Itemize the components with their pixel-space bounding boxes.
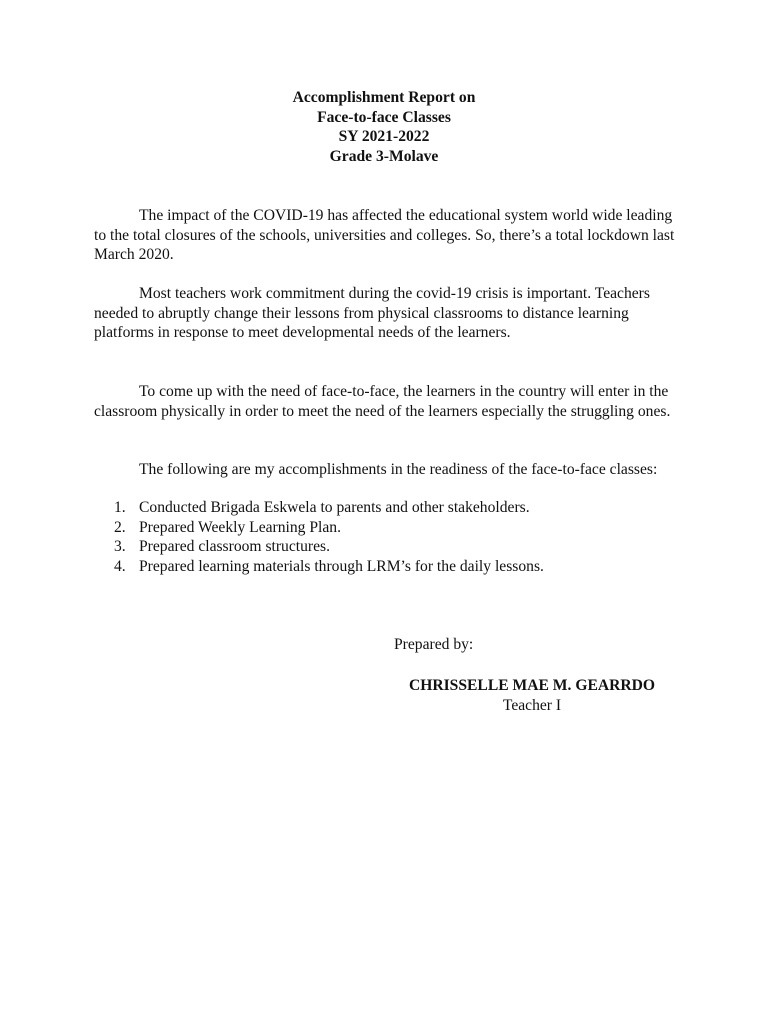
title-line-1: Accomplishment Report on bbox=[292, 89, 476, 106]
signatory-name: CHRISSELLE MAE M. GEARRDO bbox=[408, 677, 656, 694]
accomplishments-list bbox=[94, 498, 694, 576]
list-item-text: Conducted Brigada Eskwela to parents and other stakeholders. bbox=[139, 499, 530, 516]
list-item-number: 3. bbox=[114, 538, 126, 555]
signatory-block bbox=[390, 676, 674, 715]
list-item-number: 1. bbox=[114, 499, 126, 516]
list-item bbox=[94, 557, 694, 577]
title-line-4: Grade 3-Molave bbox=[329, 147, 439, 165]
report-title bbox=[0, 88, 768, 166]
list-item bbox=[94, 518, 694, 538]
paragraph-covid-impact: The impact of the COVID-19 has affected the educational system world wide leading to the total closures of the schools, universities and colleges. So, there’s a total lockdown last March 2020. bbox=[94, 207, 675, 263]
title-line-2: Face-to-face Classes bbox=[317, 108, 451, 126]
paragraph-accomplishments-intro: The following are my accomplishments in the readiness of the face-to-face classes: bbox=[139, 461, 658, 478]
paragraph-teacher-commitment: Most teachers work commitment during the covid-19 crisis is important. Teachers needed to abruptly change their lessons from physical classrooms to distance learning platforms in response to meet developmental needs of the learners. bbox=[94, 285, 650, 341]
signatory-position: Teacher I bbox=[502, 696, 562, 714]
list-item-number: 4. bbox=[114, 557, 126, 575]
paragraph-face-to-face-need: To come up with the need of face-to-face, the learners in the country will enter in the classroom physically in order to meet the need of the learners especially the struggling ones. bbox=[94, 383, 671, 420]
list-item-text: Prepared learning materials through LRM’s for the daily lessons. bbox=[139, 557, 544, 575]
list-item-text: Prepared classroom structures. bbox=[139, 538, 330, 555]
list-item-number: 2. bbox=[114, 518, 126, 536]
prepared-by-label: Prepared by: bbox=[394, 636, 474, 653]
list-item bbox=[94, 498, 694, 518]
list-item bbox=[94, 537, 694, 557]
list-item-text: Prepared Weekly Learning Plan. bbox=[139, 518, 341, 536]
title-line-3: SY 2021-2022 bbox=[338, 128, 430, 145]
